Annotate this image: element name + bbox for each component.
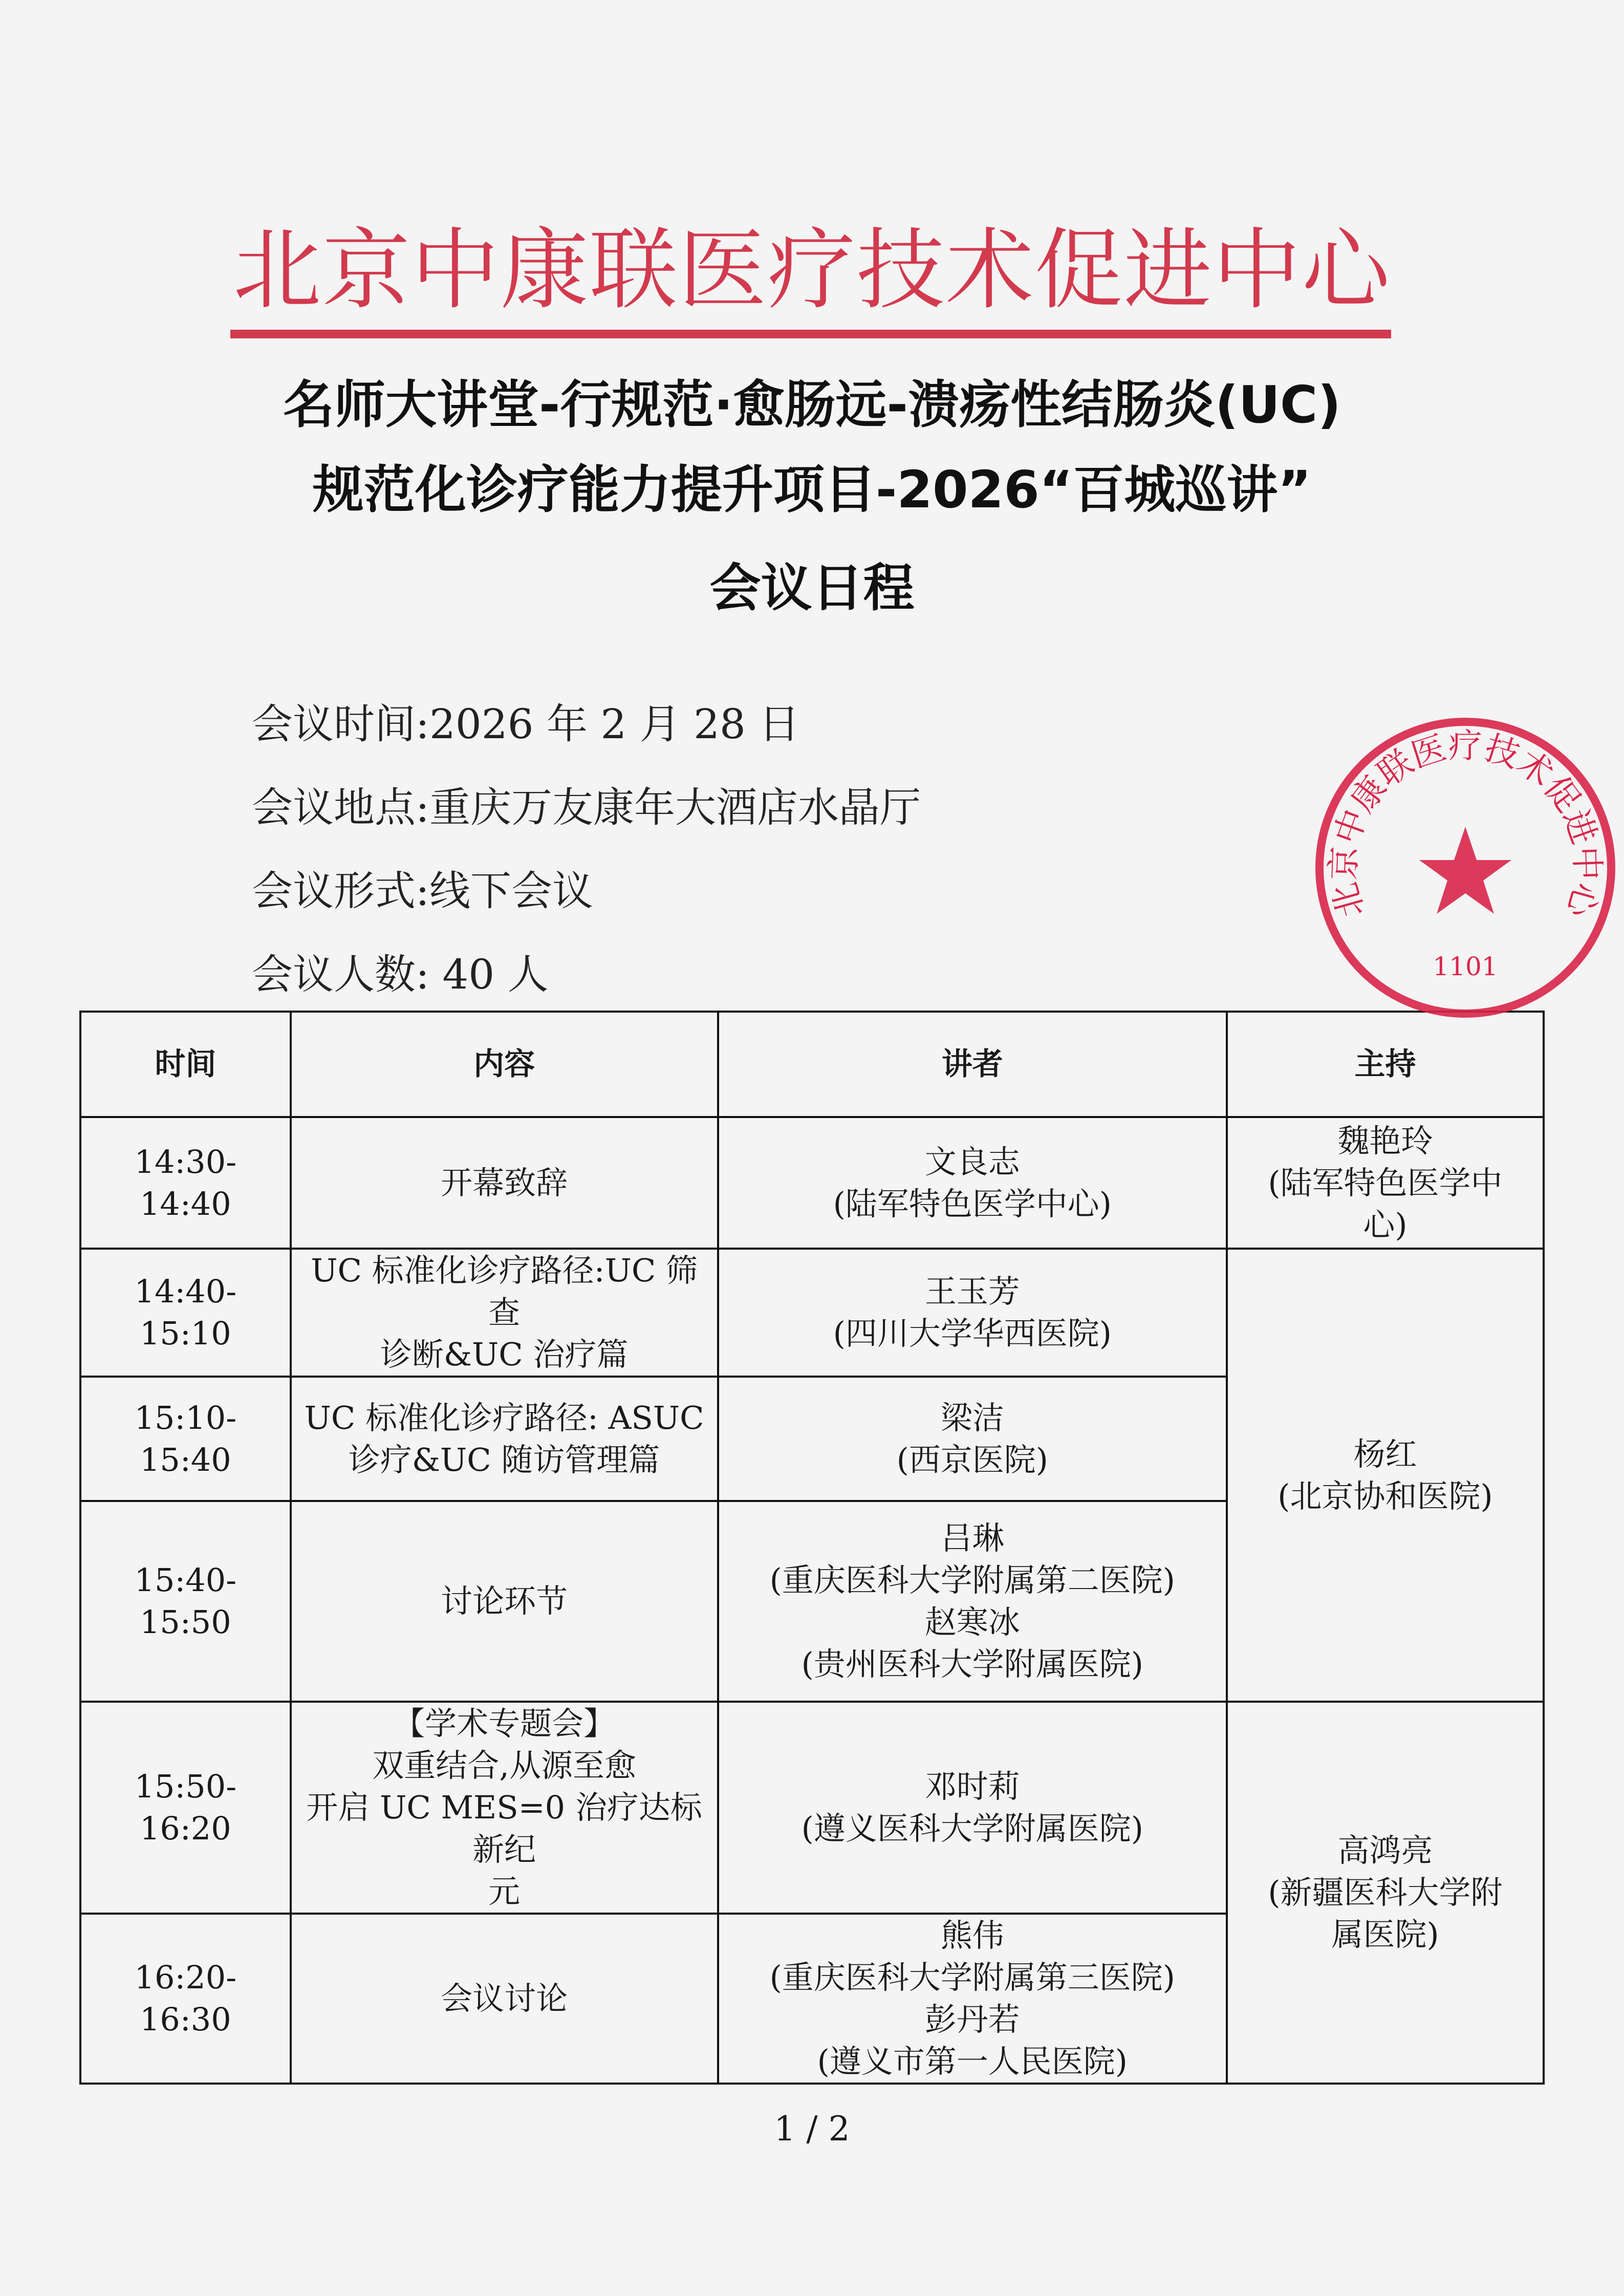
header-content: 内容 (291, 1012, 718, 1117)
content-cell-line: 【学术专题会】 (393, 1705, 616, 1742)
speaker-cell-line: (西京医院) (896, 1441, 1048, 1478)
host-cell (1227, 1249, 1544, 1702)
content-cell-line: 开启 UC MES=0 治疗达标新纪 (306, 1789, 702, 1868)
host-cell-line: 属医院) (1331, 1916, 1439, 1953)
content-cell-line: UC 标准化诊疗路径: ASUC (304, 1399, 704, 1436)
table-header-row (80, 1012, 1544, 1117)
time-cell: 15:10-15:40 (80, 1377, 291, 1501)
host-cell (1227, 1702, 1544, 2084)
speaker-cell (718, 1117, 1227, 1249)
speaker-cell (718, 1702, 1227, 1914)
content-cell (291, 1914, 718, 2084)
meeting-format: 会议形式:线下会议 (252, 867, 593, 915)
content-cell (291, 1377, 718, 1501)
schedule-table (79, 1011, 1545, 2085)
host-cell-line: 高鸿亮 (1337, 1832, 1433, 1869)
table-row (80, 1249, 1544, 1377)
time-cell: 15:40-15:50 (80, 1501, 291, 1702)
seal-text: 北京中康联医疗技术促进中心 (1324, 726, 1607, 922)
star-icon (1419, 827, 1511, 914)
schedule-heading: 会议日程 (709, 558, 915, 618)
org-title: 北京中康联医疗技术促进中心 (233, 219, 1391, 321)
content-cell-line: 诊疗&UC 随访管理篇 (348, 1441, 660, 1478)
header-time: 时间 (80, 1012, 291, 1117)
table-row (80, 1117, 1544, 1249)
subtitle-line-2: 规范化诊疗能力提升项目-2026“百城巡讲” (312, 460, 1312, 520)
speaker-cell-line: (陆军特色医学中心) (833, 1185, 1112, 1222)
seal-number: 1101 (1433, 952, 1498, 981)
host-cell-line: (新疆医科大学附 (1268, 1874, 1503, 1911)
speaker-cell (718, 1914, 1227, 2084)
content-cell (291, 1249, 718, 1377)
content-cell-line: 双重结合,从源至愈 (372, 1747, 636, 1784)
content-cell (291, 1117, 718, 1249)
page-number: 1 / 2 (774, 2109, 850, 2149)
speaker-cell (718, 1377, 1227, 1501)
content-cell-line: 讨论环节 (441, 1582, 568, 1620)
table-row (80, 1702, 1544, 1914)
meeting-time: 会议时间:2026 年 2 月 28 日 (252, 700, 800, 748)
speaker-cell-line: 吕琳 (940, 1519, 1004, 1557)
time-cell: 14:30-14:40 (80, 1117, 291, 1249)
header-speaker: 讲者 (718, 1012, 1227, 1117)
speaker-cell-line: (遵义市第一人民医院) (817, 2043, 1128, 2080)
meeting-attendees: 会议人数: 40 人 (252, 951, 549, 998)
speaker-cell (718, 1501, 1227, 1702)
content-cell-line: 元 (488, 1873, 521, 1910)
time-cell: 14:40-15:10 (80, 1249, 291, 1377)
speaker-cell-line: (四川大学华西医院) (833, 1315, 1112, 1352)
speaker-cell-line: (贵州医科大学附属医院) (801, 1645, 1143, 1683)
host-cell (1227, 1117, 1544, 1249)
title-divider (230, 330, 1391, 338)
host-cell-line: 心) (1363, 1206, 1408, 1243)
speaker-cell-line: (重庆医科大学附属第二医院) (769, 1561, 1175, 1599)
speaker-cell (718, 1249, 1227, 1377)
content-cell-line: 会议讨论 (441, 1980, 568, 2017)
speaker-cell-line: 彭丹若 (924, 2001, 1020, 2038)
speaker-cell-line: 邓时莉 (924, 1768, 1020, 1805)
speaker-cell-line: 梁洁 (940, 1399, 1004, 1436)
host-cell-line: (北京协和医院) (1277, 1477, 1493, 1515)
host-cell-line: (陆军特色医学中 (1268, 1164, 1503, 1201)
time-cell: 15:50-16:20 (80, 1702, 291, 1914)
content-cell (291, 1501, 718, 1702)
content-cell (291, 1702, 718, 1914)
header-host: 主持 (1227, 1012, 1544, 1117)
content-cell-line: 开幕致辞 (441, 1164, 568, 1201)
speaker-cell-line: 熊伟 (940, 1917, 1004, 1954)
time-cell: 16:20-16:30 (80, 1914, 291, 2084)
meeting-place: 会议地点:重庆万友康年大酒店水晶厅 (252, 784, 921, 831)
host-cell-line: 魏艳玲 (1337, 1122, 1433, 1160)
speaker-cell-line: 文良志 (924, 1143, 1020, 1181)
host-cell-line: 杨红 (1353, 1435, 1417, 1473)
speaker-cell-line: 赵寒冰 (924, 1603, 1020, 1641)
content-cell-line: UC 标准化诊疗路径:UC 筛查 (311, 1252, 698, 1331)
speaker-cell-line: (遵义医科大学附属医院) (801, 1810, 1143, 1847)
official-seal (1312, 714, 1619, 1021)
speaker-cell-line: (重庆医科大学附属第三医院) (769, 1959, 1175, 1996)
subtitle-line-1: 名师大讲堂-行规范·愈肠远-溃疡性结肠炎(UC) (283, 375, 1341, 435)
content-cell-line: 诊断&UC 治疗篇 (380, 1336, 629, 1373)
speaker-cell-line: 王玉芳 (924, 1273, 1020, 1310)
